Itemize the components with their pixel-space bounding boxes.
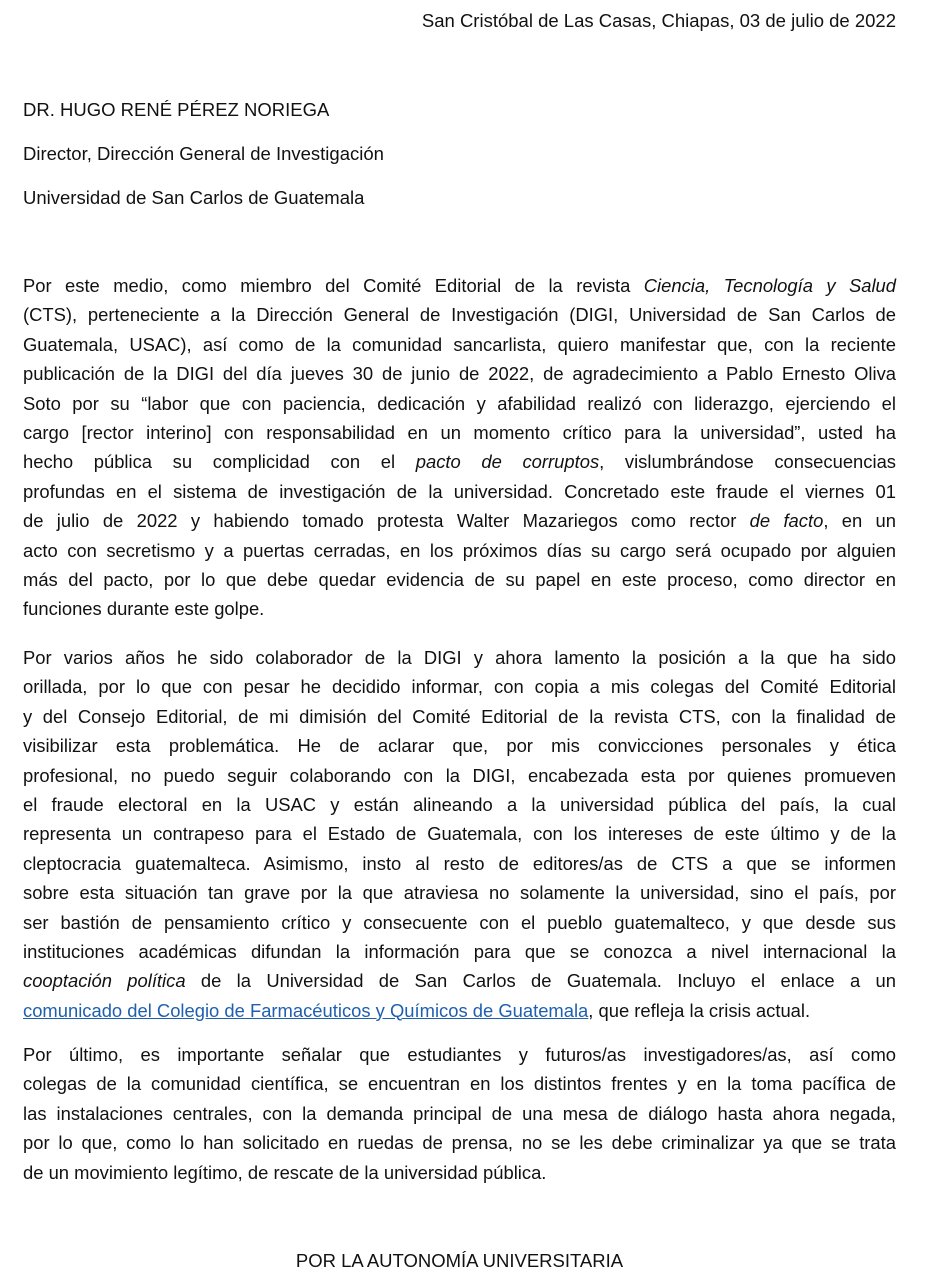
- text-run: Por último, es importante señalar que estudiantes y futuros/as investigadores/as, así como: [23, 1044, 896, 1065]
- text-line: [23, 849, 896, 878]
- text-run: publicación de la DIGI del día jueves 30 de junio de 2022, de agradecimiento a Pablo Ernesto Oliva: [23, 363, 896, 385]
- text-line: [23, 418, 896, 447]
- text-line: [23, 790, 896, 819]
- text-run: Por varios años he sido colaborador de la DIGI y ahora lamento la posición a la que ha sido: [23, 647, 896, 668]
- text-run: visibilizar esta problemática. He de aclarar que, por mis convicciones personales y ética: [23, 735, 896, 757]
- text-run: , que refleja la crisis actual.: [588, 999, 811, 1021]
- text-run: , en un: [823, 510, 896, 532]
- text-run: profesional, no puedo seguir colaborando con la DIGI, encabezada esta por quienes promueven: [23, 764, 896, 786]
- text-run: colegas de la comunidad científica, se encuentran en los distintos frentes y en la toma pacífica de: [23, 1073, 896, 1095]
- text-run: (CTS), perteneciente a la Dirección General de Investigación (DIGI, Universidad de San Carlos de: [23, 304, 896, 326]
- text-line: [23, 966, 896, 995]
- text-line: [23, 536, 896, 565]
- text-line: [23, 937, 896, 966]
- text-line: [23, 359, 896, 388]
- text-run: funciones durante este golpe.: [23, 598, 265, 620]
- addressee-position: Director, Dirección General de Investigación: [23, 143, 384, 164]
- text-run: instituciones académicas difundan la información para que se conozca a nivel internacional la: [23, 940, 896, 962]
- paragraph-2: [23, 643, 896, 1025]
- closing-slogan: POR LA AUTONOMÍA UNIVERSITARIA: [295, 1250, 624, 1271]
- text-line: [23, 1158, 896, 1187]
- text-run: el fraude electoral en la USAC y están alineando a la universidad pública del país, la cual: [23, 793, 896, 815]
- italic-phrase: cooptación política: [23, 970, 186, 992]
- text-line: [23, 447, 896, 476]
- text-line: [23, 330, 896, 359]
- text-run: Soto por su “labor que con paciencia, dedicación y afabilidad realizó con liderazgo, ejerciendo el: [23, 392, 896, 414]
- text-run: las instalaciones centrales, con la demanda principal de una mesa de diálogo hasta ahora negada,: [23, 1102, 896, 1124]
- text-line: [23, 389, 896, 418]
- addressee-name: DR. HUGO RENÉ PÉREZ NORIEGA: [23, 99, 330, 120]
- text-line: [23, 477, 896, 506]
- text-run: de un movimiento legítimo, de rescate de la universidad pública.: [23, 1161, 547, 1183]
- text-line: [23, 300, 896, 329]
- text-line: [23, 565, 896, 594]
- text-run: por lo que, como lo han solicitado en ruedas de prensa, no se les debe criminalizar ya que se trata: [23, 1132, 896, 1154]
- text-run: , vislumbrándose consecuencias: [599, 451, 896, 473]
- text-line: [23, 1040, 896, 1069]
- text-line: [23, 819, 896, 848]
- text-run: orillada, por lo que con pesar he decidido informar, con copia a mis colegas del Comité Editorial: [23, 676, 896, 698]
- text-run: y del Consejo Editorial, de mi dimisión del Comité Editorial de la revista CTS, con la finalidad de: [23, 705, 896, 727]
- addressee-institution: Universidad de San Carlos de Guatemala: [23, 187, 365, 208]
- text-line: [23, 672, 896, 701]
- paragraph-3: [23, 1040, 896, 1187]
- text-line: [23, 996, 896, 1025]
- text-run: representa un contrapeso para el Estado de Guatemala, con los intereses de este último y de la: [23, 823, 896, 845]
- text-run: ser bastión de pensamiento crítico y consecuente con el pueblo guatemalteco, y que desde sus: [23, 911, 896, 933]
- text-line: [23, 702, 896, 731]
- text-line: [23, 506, 896, 535]
- text-run: Por este medio, como miembro del Comité Editorial de la revista: [23, 275, 644, 296]
- text-line: [23, 271, 896, 300]
- letter-date: San Cristóbal de Las Casas, Chiapas, 03 de julio de 2022: [421, 10, 896, 31]
- text-run: cleptocracia guatemalteca. Asimismo, insto al resto de editores/as de CTS a que se informen: [23, 852, 896, 874]
- text-run: Guatemala, USAC), así como de la comunidad sancarlista, quiero manifestar que, con la reciente: [23, 333, 896, 355]
- italic-phrase: de facto: [749, 510, 824, 532]
- text-run: profundas en el sistema de investigación de la universidad. Concretado este fraude el viernes 01: [23, 480, 896, 502]
- text-line: [23, 594, 896, 623]
- text-line: [23, 908, 896, 937]
- communique-link[interactable]: comunicado del Colegio de Farmacéuticos y Químicos de Guatemala: [23, 999, 589, 1021]
- paragraph-1: [23, 271, 896, 624]
- italic-phrase: Ciencia, Tecnología y Salud: [643, 275, 896, 296]
- text-line: [23, 643, 896, 672]
- text-run: de julio de 2022 y habiendo tomado protesta Walter Mazariegos como rector: [23, 510, 750, 532]
- text-run: sobre esta situación tan grave por la que atraviesa no solamente la universidad, sino el país, por: [23, 882, 896, 904]
- text-run: hecho pública su complicidad con el: [23, 451, 416, 473]
- text-run: de la Universidad de San Carlos de Guatemala. Incluyo el enlace a un: [185, 970, 896, 992]
- text-run: acto con secretismo y a puertas cerradas, en los próximos días su cargo será ocupado por alguien: [23, 539, 896, 561]
- text-run: cargo [rector interino] con responsabilidad en un momento crítico para la universidad”, usted ha: [23, 421, 896, 443]
- text-line: [23, 878, 896, 907]
- text-line: [23, 731, 896, 760]
- italic-phrase: pacto de corruptos: [415, 451, 600, 473]
- text-run: más del pacto, por lo que debe quedar evidencia de su papel en este proceso, como director en: [23, 568, 896, 590]
- text-line: [23, 1128, 896, 1157]
- text-line: [23, 761, 896, 790]
- text-line: [23, 1099, 896, 1128]
- text-line: [23, 1069, 896, 1098]
